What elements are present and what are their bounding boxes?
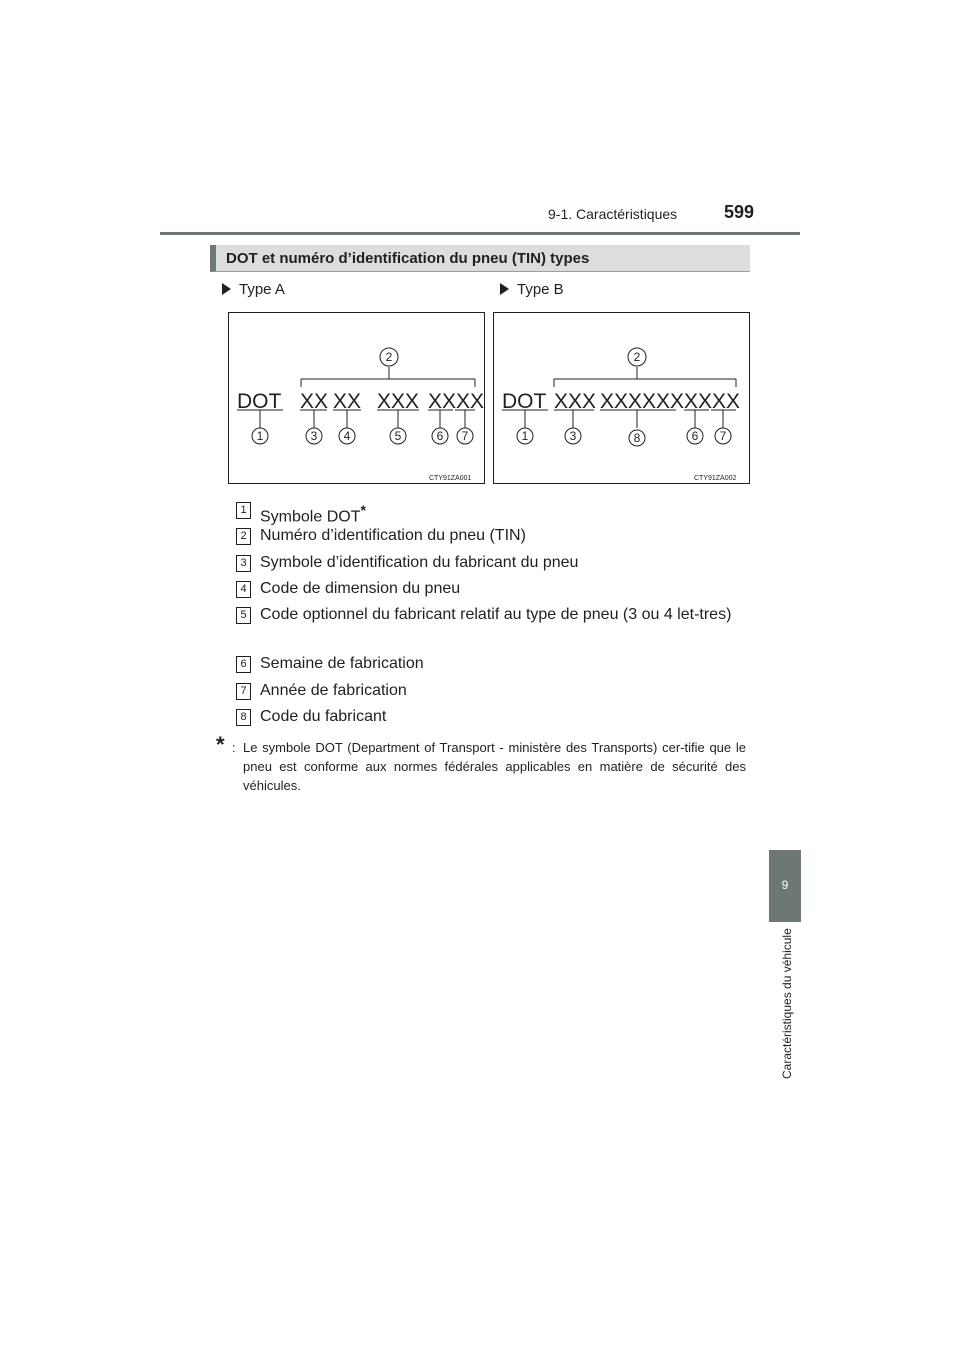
type-b-diagram	[493, 312, 750, 484]
legend-number: 8	[236, 709, 251, 726]
legend-number: 1	[236, 502, 251, 519]
legend-item	[236, 550, 756, 576]
legend-text: Code de dimension du pneu	[260, 580, 461, 597]
code-group: XXX	[377, 390, 420, 413]
chapter-title-vertical: Caractéristiques du véhicule	[780, 928, 794, 1079]
callout-number: 1	[256, 429, 264, 443]
code-dot: DOT	[237, 390, 282, 413]
legend-item	[236, 651, 756, 677]
callout-number: 8	[633, 431, 641, 445]
legend-number: 6	[236, 656, 251, 673]
legend-number: 3	[236, 555, 251, 572]
footnote	[216, 732, 746, 798]
legend-text: Symbole DOT	[260, 508, 361, 526]
type-a-svg	[229, 313, 484, 483]
section-header-bar	[210, 245, 750, 272]
callout-number: 6	[436, 429, 444, 443]
footnote-text: Le symbole DOT (Department of Transport - ministère des Transports) cer-tifie que le pneu est conforme aux normes fédérales applicables en matière de sécurité des véhicules.	[243, 740, 746, 793]
legend-number: 4	[236, 581, 251, 598]
legend-text: Numéro d’identification du pneu (TIN)	[260, 527, 526, 544]
code-group: XX	[300, 390, 329, 413]
callout-number: 2	[633, 350, 641, 364]
type-a-label: Type A	[222, 281, 285, 298]
figure-id: CTY91ZA001	[429, 475, 472, 482]
legend-number: 2	[236, 528, 251, 545]
legend-item	[236, 602, 756, 654]
legend-text: Semaine de fabrication	[260, 655, 424, 672]
callout-number: 3	[310, 429, 318, 443]
legend-item	[236, 523, 756, 549]
legend-item	[236, 678, 756, 704]
callout-number: 1	[521, 429, 529, 443]
legend-item	[236, 497, 756, 526]
figure-id: CTY91ZA002	[694, 475, 737, 482]
code-group: XXX	[554, 390, 597, 413]
chapter-tab: 9	[769, 850, 801, 922]
legend-item	[236, 576, 756, 602]
callout-number: 3	[569, 429, 577, 443]
callout-number: 7	[719, 429, 727, 443]
code-group: XXXXXX	[600, 390, 685, 413]
triangle-arrow-icon	[500, 283, 509, 295]
triangle-arrow-icon	[222, 283, 231, 295]
code-group: XX	[333, 390, 362, 413]
callout-number: 6	[691, 429, 699, 443]
legend-text: Code du fabricant	[260, 708, 387, 725]
footnote-star: *	[216, 732, 225, 757]
legend-number: 7	[236, 683, 251, 700]
legend-text: Année de fabrication	[260, 682, 407, 699]
type-a-diagram	[228, 312, 485, 484]
legend-number: 5	[236, 607, 251, 624]
callout-number: 2	[385, 350, 393, 364]
callout-number: 7	[461, 429, 469, 443]
type-b-svg	[494, 313, 749, 483]
code-dot: DOT	[502, 390, 547, 413]
legend-text: Symbole d’identification du fabricant du pneu	[260, 554, 579, 571]
footnote-marker: *	[360, 502, 366, 518]
type-b-label: Type B	[500, 281, 564, 298]
legend-item	[236, 704, 756, 730]
header-divider	[160, 232, 800, 235]
section-title: DOT et numéro d’identification du pneu (TIN) types	[226, 250, 590, 267]
header-section-title: 9-1. Caractéristiques	[548, 206, 678, 222]
legend-text: Code optionnel du fabricant relatif au type de pneu (3 ou 4 let-tres)	[260, 606, 732, 623]
footnote-separator: :	[232, 740, 236, 755]
callout-number: 4	[343, 429, 351, 443]
page-number: 599	[724, 202, 755, 222]
code-group: XXXX	[428, 390, 484, 413]
callout-number: 5	[394, 429, 402, 443]
code-group: XXXX	[684, 390, 741, 413]
